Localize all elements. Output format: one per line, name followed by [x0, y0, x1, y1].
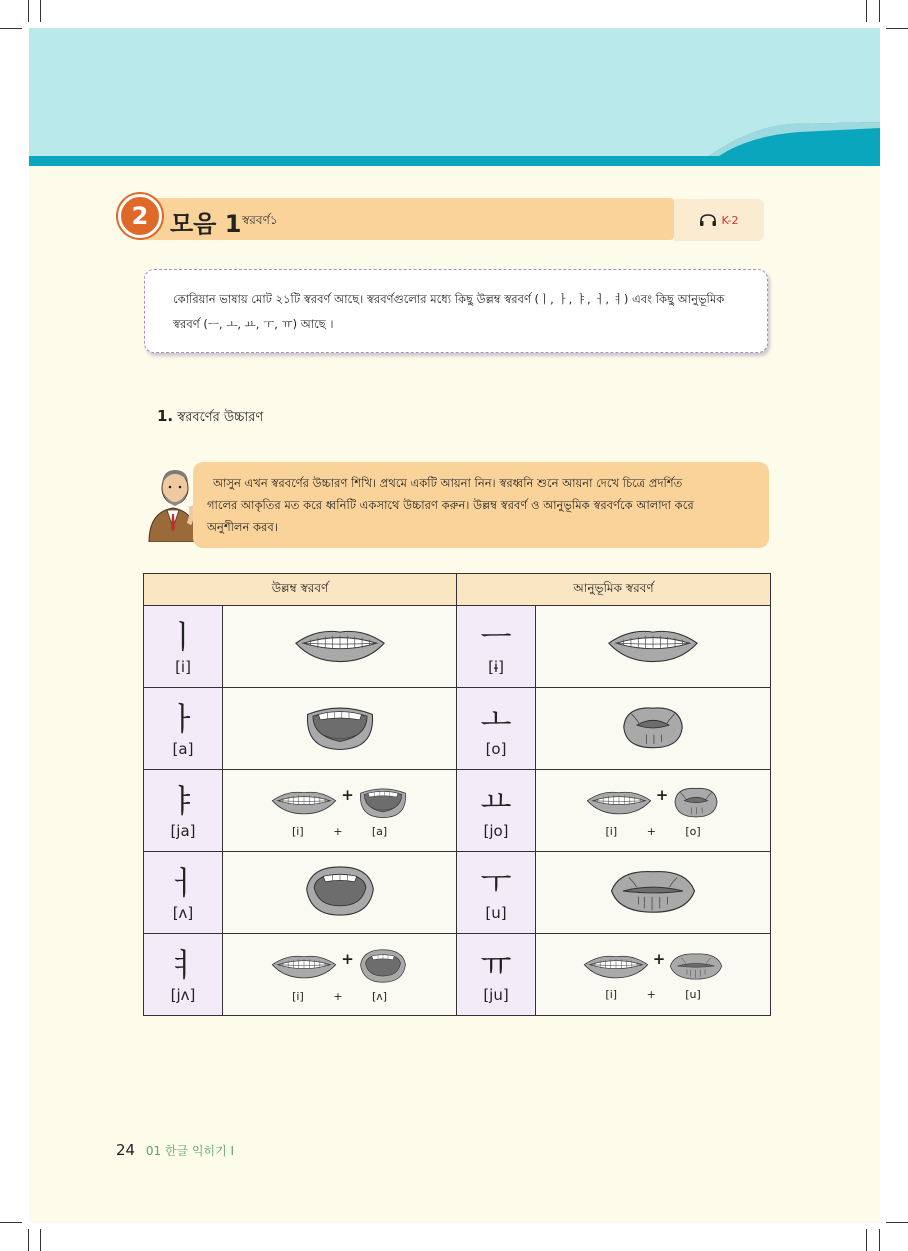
table-row — [144, 606, 771, 688]
intro-box — [144, 269, 768, 353]
page-footer — [116, 1141, 234, 1159]
instruction-line-3: অনুশীলন করব। — [207, 520, 278, 534]
open-mouth-icon — [358, 783, 408, 821]
vowel-glyph: ㅗ — [480, 699, 512, 738]
crop-mark — [40, 0, 41, 22]
plus-sign: + — [341, 786, 354, 804]
vowel-cell — [144, 770, 223, 852]
header-band — [29, 28, 880, 166]
subheading-number: 1. — [157, 407, 174, 425]
chapter-label: 01 한글 익히기 Ⅰ — [145, 1144, 235, 1158]
spread-lips-icon — [607, 626, 699, 664]
table-row — [144, 934, 771, 1016]
vowel-glyph: ㅣ — [167, 617, 199, 656]
mouth-cell — [536, 688, 771, 770]
subheading-text: স্বরবর্ণের উচ্চারণ — [177, 410, 264, 425]
combo-caption: + — [333, 825, 343, 838]
audio-track-label: K-2 — [721, 213, 739, 227]
spread-lips-icon — [583, 952, 649, 980]
crop-mark — [886, 28, 908, 29]
mouth-cell — [223, 606, 457, 688]
vowel-cell — [457, 934, 536, 1016]
vowel-glyph: ㅠ — [480, 945, 512, 984]
rounded-lips-icon — [620, 700, 686, 754]
vowel-cell — [144, 852, 223, 934]
vowel-cell — [457, 606, 536, 688]
crop-mark — [28, 1229, 29, 1251]
open-mouth-icon — [304, 701, 376, 753]
vowel-ipa: [ʌ] — [172, 903, 194, 922]
mouth-cell — [223, 770, 457, 852]
combo-caption: [i] — [292, 825, 304, 838]
page-number: 24 — [116, 1141, 136, 1159]
vowel-glyph: ㅓ — [167, 863, 199, 902]
crop-mark — [879, 1229, 880, 1251]
vowel-glyph: ㅜ — [480, 863, 512, 902]
subheading — [157, 407, 263, 429]
combo-caption: [i] — [605, 988, 618, 1001]
crop-mark — [879, 0, 880, 22]
vowel-cell — [457, 688, 536, 770]
horizontal-vowels-header: আনুভূমিক স্বরবর্ণ — [457, 574, 771, 606]
spread-lips-icon — [294, 626, 386, 664]
crop-mark — [40, 1229, 41, 1251]
plus-sign: + — [652, 950, 666, 968]
combo-caption: + — [646, 825, 656, 838]
instruction-bubble — [193, 462, 769, 548]
wide-open-mouth-icon — [358, 946, 408, 986]
spread-lips-icon — [586, 788, 652, 816]
vowel-cell — [144, 606, 223, 688]
crop-mark — [866, 1229, 867, 1251]
vowel-ipa: [i] — [175, 657, 191, 676]
table-row — [144, 852, 771, 934]
vowel-glyph: ㅕ — [167, 945, 199, 984]
vowel-glyph: ㅛ — [480, 781, 512, 820]
vowel-cell — [457, 770, 536, 852]
combo-caption: + — [646, 988, 656, 1001]
audio-track-button[interactable] — [674, 199, 764, 241]
vowel-cell — [144, 688, 223, 770]
vowel-cell — [457, 852, 536, 934]
rounded-lips-icon — [672, 783, 720, 821]
vowel-ipa: [ɨ] — [488, 657, 504, 676]
crop-mark — [0, 1222, 22, 1223]
section-title — [118, 194, 674, 240]
spread-lips-icon — [271, 952, 337, 980]
mouth-cell — [223, 688, 457, 770]
crop-mark — [28, 0, 29, 22]
plus-sign: + — [655, 786, 669, 804]
mouth-cell — [223, 852, 457, 934]
combo-caption: [ʌ] — [371, 990, 388, 1003]
intro-line-2: স্বরবর্ণ (ㅡ, ㅗ, ㅛ, ㅜ, ㅠ) আছে । — [173, 317, 334, 331]
vowel-ipa: [o] — [485, 739, 507, 758]
crop-mark — [0, 28, 22, 29]
wide-open-mouth-icon — [303, 862, 377, 920]
combo-caption: [a] — [371, 825, 388, 838]
section-title-korean: 모음 1 — [170, 210, 242, 238]
vowel-ipa: [jo] — [483, 821, 509, 840]
vowel-cell — [144, 934, 223, 1016]
intro-line-1: কোরিয়ান ভাষায় মোট ২১টি স্বরবর্ণ আছে। স্বরবর্ণগুলোর মধ্যে কিছু উল্লম্ব স্বরবর্ণ (ㅣ, ㅏ, ㅑ, ㅓ, ㅕ) এবং কিছু আনুভূমিক — [173, 292, 725, 306]
mouth-cell — [223, 934, 457, 1016]
table-row — [144, 688, 771, 770]
combo-caption: [i] — [292, 990, 304, 1003]
vowel-ipa: [ju] — [483, 985, 509, 1004]
pursed-lips-icon — [609, 864, 697, 918]
mouth-cell — [536, 606, 771, 688]
vowel-glyph: ㅑ — [167, 781, 199, 820]
mouth-cell — [536, 852, 771, 934]
vowel-glyph: ㅡ — [480, 617, 512, 656]
combo-caption: + — [333, 990, 343, 1003]
crop-mark — [866, 0, 867, 22]
section-number-badge: 2 — [118, 194, 162, 238]
vowel-glyph: ㅏ — [167, 699, 199, 738]
instruction-line-1: আসুন এখন স্বরবর্ণের উচ্চারণ শিখি। প্রথমে একটি আয়না নিন। স্বরধ্বনি শুনে আয়না দেখে চিত্রে প্রদর্শিত — [213, 476, 683, 490]
vowel-ipa: [u] — [485, 903, 507, 922]
mouth-cell — [536, 934, 771, 1016]
headphones-icon — [699, 213, 717, 227]
section-title-bengali: স্বরবর্ণ১ — [242, 213, 278, 227]
crop-mark — [886, 1222, 908, 1223]
instruction-line-2: গালের আকৃতির মত করে ধ্বনিটি একসাথে উচ্চারণ করুন। উল্লম্ব স্বরবর্ণ ও আনুভূমিক স্বরবর্ণকে আলাদা করে — [207, 498, 694, 512]
header-wave-graphic — [29, 28, 880, 166]
vowel-ipa: [a] — [172, 739, 194, 758]
vertical-vowels-header: উল্লম্ব স্বরবর্ণ — [144, 574, 457, 606]
vowel-table — [143, 573, 771, 1016]
table-row — [144, 770, 771, 852]
mouth-cell — [536, 770, 771, 852]
spread-lips-icon — [271, 788, 337, 816]
vowel-ipa: [jʌ] — [170, 985, 196, 1004]
combo-caption: [i] — [605, 825, 618, 838]
vowel-ipa: [ja] — [170, 821, 196, 840]
combo-caption: [u] — [685, 988, 701, 1001]
pursed-lips-icon — [669, 948, 723, 984]
combo-caption: [o] — [685, 825, 701, 838]
plus-sign: + — [341, 950, 354, 968]
